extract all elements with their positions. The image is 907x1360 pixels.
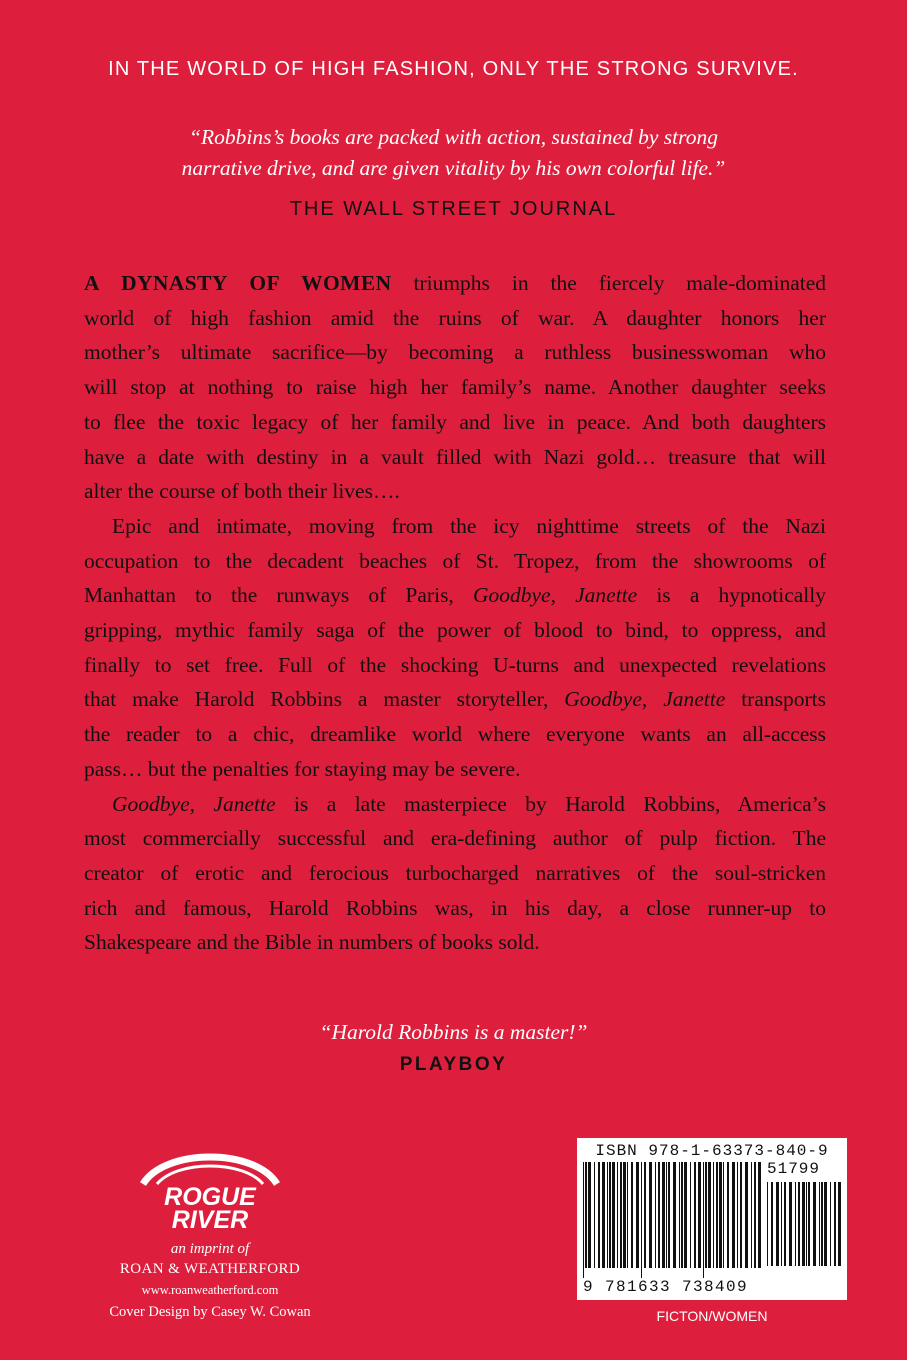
synopsis-line: Manhattan to the runways of Paris, Goodbye, Janette is a hypnotically	[84, 583, 826, 608]
barcode-bar	[754, 1162, 756, 1268]
synopsis-line: the reader to a chic, dreamlike world where everyone wants an all-access	[84, 722, 826, 747]
barcode-bar	[808, 1182, 810, 1266]
barcode-bar	[776, 1182, 779, 1266]
barcode-bar	[644, 1162, 646, 1268]
barcode-bar	[758, 1162, 761, 1268]
book-title: Goodbye, Janette	[564, 687, 726, 712]
barcode-digits: 9 781633 738409	[583, 1278, 749, 1296]
barcode-bar	[830, 1182, 831, 1266]
synopsis-line: have a date with destiny in a vault filled with Nazi gold… treasure that will	[84, 444, 826, 469]
barcode-bar	[698, 1162, 701, 1268]
barcode-bar	[602, 1162, 605, 1268]
barcode-bar	[737, 1162, 738, 1268]
publisher-name: ROAN & WEATHERFORD	[119, 1261, 301, 1277]
synopsis-line: rich and famous, Harold Robbins was, in his day, a close runner-up to	[84, 895, 826, 920]
barcode-bar	[684, 1162, 687, 1268]
barcode-bar	[623, 1162, 626, 1268]
barcode-bar	[802, 1182, 805, 1266]
barcode-bar	[771, 1182, 773, 1266]
barcode-bar	[679, 1162, 680, 1268]
quote-line: narrative drive, and are given vitality by his own colorful life.”	[181, 156, 726, 180]
lead-title: A DYNASTY OF WOMEN	[84, 271, 392, 295]
synopsis-line: that make Harold Robbins a master storyteller, Goodbye, Janette transports	[84, 687, 826, 712]
barcode-bar	[636, 1162, 639, 1268]
barcode	[577, 1138, 847, 1300]
barcode-bar	[705, 1162, 707, 1268]
synopsis-line: alter the course of both their lives….	[84, 479, 400, 504]
barcode-bar	[716, 1162, 718, 1268]
synopsis-line: mother’s ultimate sacrifice—by becoming a ruthless businesswoman who	[84, 340, 826, 365]
barcode-bar	[821, 1182, 823, 1266]
barcode-bar	[751, 1162, 752, 1268]
synopsis-line: Epic and intimate, moving from the icy nighttime streets of the Nazi	[112, 513, 826, 538]
quote-line: “Robbins’s books are packed with action, sustained by strong	[189, 125, 718, 149]
barcode-bar	[767, 1182, 768, 1266]
barcode-bar	[673, 1162, 676, 1268]
barcode-bar	[658, 1162, 660, 1268]
review-quote-bottom: “Harold Robbins is a master!”	[319, 1020, 588, 1044]
synopsis-line: gripping, mythic family saga of the power of blood to bind, to oppress, and	[84, 618, 826, 643]
price-code: 51799	[767, 1160, 821, 1178]
barcode-bar	[723, 1162, 724, 1268]
barcode-bar	[806, 1182, 807, 1266]
tagline: IN THE WORLD OF HIGH FASHION, ONLY THE STRONG SURVIVE.	[108, 58, 799, 80]
barcode-bar	[789, 1182, 792, 1266]
barcode-bar	[781, 1182, 782, 1266]
barcode-bar	[708, 1162, 711, 1268]
barcode-bar	[641, 1162, 642, 1278]
barcode-bar	[588, 1162, 591, 1268]
rogue-river-logo-icon	[135, 1150, 285, 1186]
synopsis-line: to flee the toxic legacy of her family and live in peace. And both daughters	[84, 409, 826, 434]
review-quote-top	[0, 122, 907, 184]
barcode-bar	[838, 1182, 841, 1266]
cover-credit: Cover Design by Casey W. Cowan	[109, 1304, 311, 1320]
publisher-block	[60, 1150, 360, 1321]
category-label: FICTON/WOMEN	[656, 1308, 768, 1324]
barcode-bar	[690, 1162, 691, 1268]
barcode-bar	[631, 1162, 633, 1268]
logo-word-river: RIVER	[171, 1206, 249, 1234]
barcode-bar	[713, 1162, 714, 1268]
isbn-text: ISBN 978-1-63373-840-9	[595, 1142, 829, 1160]
synopsis-line: finally to set free. Full of the shocking U-turns and unexpected revelations	[84, 652, 826, 677]
book-title: Goodbye, Janette	[472, 583, 638, 608]
barcode-bar	[617, 1162, 618, 1268]
quote-source-top: THE WALL STREET JOURNAL	[289, 198, 618, 220]
barcode-bar	[583, 1162, 584, 1278]
barcode-bar	[666, 1162, 667, 1268]
barcode-bar	[732, 1162, 735, 1268]
synopsis-line: most commercially successful and era-defining author of pulp fiction. The	[84, 826, 826, 851]
synopsis	[84, 266, 826, 960]
barcode-bar	[795, 1182, 796, 1266]
synopsis-line: will stop at nothing to raise high her family’s name. Another daughter seeks	[84, 375, 826, 400]
barcode-bar	[594, 1162, 595, 1268]
quote-source-bottom: PLAYBOY	[399, 1054, 508, 1075]
barcode-bar	[668, 1162, 670, 1268]
synopsis-line: pass… but the penalties for staying may be severe.	[84, 756, 521, 781]
barcode-bar	[607, 1162, 608, 1268]
barcode-bar	[745, 1162, 748, 1268]
barcode-bar	[627, 1162, 628, 1268]
barcode-bar	[620, 1162, 622, 1268]
barcode-bar	[681, 1162, 683, 1268]
barcode-bar	[813, 1182, 816, 1266]
barcode-bar	[609, 1162, 611, 1268]
barcode-bar	[819, 1182, 820, 1266]
barcode-bar	[784, 1182, 786, 1266]
barcode-bar	[585, 1162, 587, 1268]
barcode-bar	[740, 1162, 742, 1268]
barcode-bar	[655, 1162, 656, 1268]
barcode-bar	[598, 1162, 600, 1268]
barcode-bar	[703, 1162, 704, 1278]
barcode-bar	[834, 1182, 836, 1266]
publisher-website: www.roanweatherford.com	[141, 1283, 279, 1297]
barcode-bar	[649, 1162, 652, 1268]
barcode-bar	[727, 1162, 729, 1268]
barcode-addon-bars-icon	[767, 1182, 841, 1292]
logo-word-rogue: ROGUE	[164, 1183, 256, 1211]
barcode-bar	[824, 1182, 827, 1266]
synopsis-line: occupation to the decadent beaches of St. Tropez, from the showrooms of	[84, 548, 826, 573]
synopsis-line: creator of erotic and ferocious turbocharged narratives of the soul-stricken	[84, 860, 826, 885]
barcode-bar	[694, 1162, 696, 1268]
synopsis-line: A DYNASTY OF WOMEN triumphs in the fiercely male-dominated	[84, 271, 827, 295]
barcode-bars-icon	[583, 1162, 763, 1278]
synopsis-line: world of high fashion amid the ruins of war. A daughter honors her	[84, 305, 826, 330]
synopsis-line: Goodbye, Janette is a late masterpiece by Harold Robbins, America’s	[112, 791, 826, 816]
book-title: Goodbye, Janette	[112, 791, 276, 816]
synopsis-line: Shakespeare and the Bible in numbers of books sold.	[84, 930, 540, 955]
barcode-bar	[662, 1162, 665, 1268]
barcode-bar	[798, 1182, 800, 1266]
barcode-bar	[719, 1162, 722, 1268]
imprint-label: an imprint of	[170, 1241, 250, 1257]
barcode-bar	[612, 1162, 615, 1268]
